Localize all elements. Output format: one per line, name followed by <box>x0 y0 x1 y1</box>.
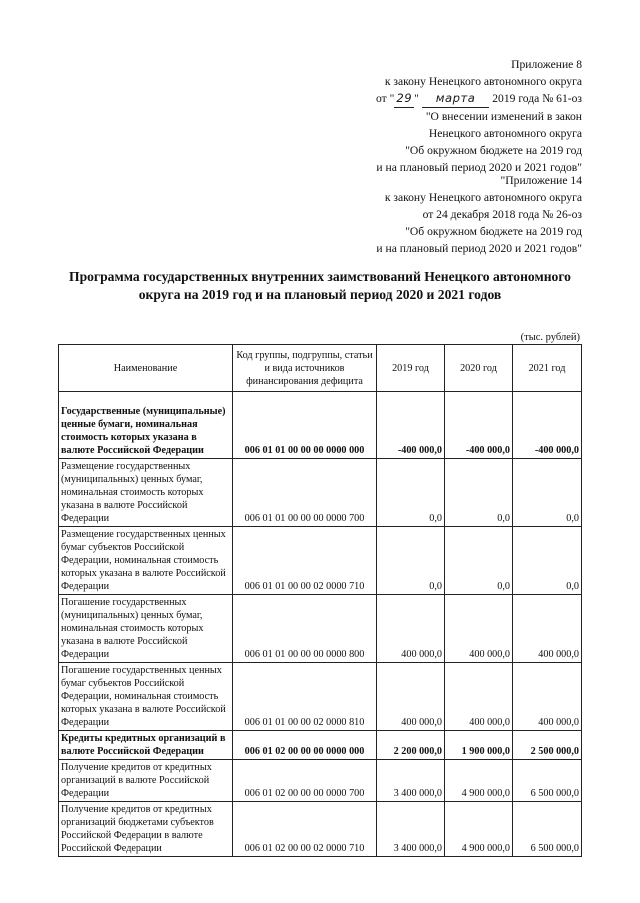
handwritten-month: марта <box>422 90 490 108</box>
row-2019: 0,0 <box>377 459 445 527</box>
row-code: 006 01 01 00 00 02 0000 810 <box>233 663 377 731</box>
document-title-line-2: округа на 2019 год и на плановый период 2020 и 2021 годов <box>138 287 502 302</box>
law-title-line-4: и на плановый период 2020 и 2021 годов" <box>376 161 582 174</box>
table-row <box>59 760 582 802</box>
row-2020: 4 900 000,0 <box>445 802 513 857</box>
row-2021: 400 000,0 <box>513 663 582 731</box>
document-title <box>40 268 600 304</box>
row-name: Погашение государственных (муниципальных) ценных бумаг, номинальная стоимость которых указана в валюте Российской Федерации <box>59 595 233 663</box>
row-2021: 0,0 <box>513 527 582 595</box>
handwritten-day: 29 <box>394 90 414 108</box>
header-name: Наименование <box>59 345 233 392</box>
table-header-row <box>59 345 582 392</box>
table-row <box>59 392 582 459</box>
law-reference: к закону Ненецкого автономного округа <box>384 75 582 88</box>
row-2021: 0,0 <box>513 459 582 527</box>
header-2021: 2021 год <box>513 345 582 392</box>
header-2020: 2020 год <box>445 345 513 392</box>
row-name: Погашение государственных ценных бумаг субъектов Российской Федерации, номинальная стоимость которых указана в валюте Российской Федерации <box>59 663 233 731</box>
row-2021: 2 500 000,0 <box>513 731 582 760</box>
row-2020: 400 000,0 <box>445 595 513 663</box>
row-2020: 0,0 <box>445 459 513 527</box>
row-2021: 6 500 000,0 <box>513 802 582 857</box>
row-code: 006 01 01 00 00 00 0000 700 <box>233 459 377 527</box>
row-2020: 400 000,0 <box>445 663 513 731</box>
row-2021: -400 000,0 <box>513 392 582 459</box>
law-title-line-3: "Об окружном бюджете на 2019 год <box>405 144 582 157</box>
header-2019: 2019 год <box>377 345 445 392</box>
appendix-8-header <box>376 56 582 176</box>
law-date-line: от 24 декабря 2018 года № 26-оз <box>422 208 582 221</box>
row-2020: 1 900 000,0 <box>445 731 513 760</box>
header-code: Код группы, подгруппы, статьи и вида источников финансирования дефицита <box>233 345 377 392</box>
table-row <box>59 802 582 857</box>
row-2019: 400 000,0 <box>377 595 445 663</box>
row-name: Получение кредитов от кредитных организаций в валюте Российской Федерации <box>59 760 233 802</box>
law-title-line-2: Ненецкого автономного округа <box>428 127 582 140</box>
date-quote: " <box>414 92 419 105</box>
table-row <box>59 595 582 663</box>
row-name: Получение кредитов от кредитных организаций бюджетами субъектов Российской Федерации в валюте Российской Федерации <box>59 802 233 857</box>
date-suffix: 2019 года № 61-оз <box>489 92 582 105</box>
row-2020: -400 000,0 <box>445 392 513 459</box>
row-2019: -400 000,0 <box>377 392 445 459</box>
row-code: 006 01 02 00 00 02 0000 710 <box>233 802 377 857</box>
row-name: Кредиты кредитных организаций в валюте Российской Федерации <box>59 731 233 760</box>
row-name: Размещение государственных ценных бумаг субъектов Российской Федерации, номинальная стоимость которых указана в валюте Российской Федерации <box>59 527 233 595</box>
row-2019: 2 200 000,0 <box>377 731 445 760</box>
date-prefix: от " <box>376 92 395 105</box>
appendix-number: "Приложение 14 <box>500 174 582 187</box>
row-2019: 3 400 000,0 <box>377 802 445 857</box>
row-code: 006 01 01 00 00 00 0000 000 <box>233 392 377 459</box>
appendix-14-header <box>376 172 582 257</box>
table-row <box>59 527 582 595</box>
row-2021: 6 500 000,0 <box>513 760 582 802</box>
law-title-line-1: "О внесении изменений в закон <box>425 110 582 123</box>
table-row <box>59 663 582 731</box>
law-date-line <box>376 90 582 108</box>
row-code: 006 01 01 00 00 00 0000 800 <box>233 595 377 663</box>
row-name: Размещение государственных (муниципальных) ценных бумаг, номинальная стоимость которых указана в валюте Российской Федерации <box>59 459 233 527</box>
row-code: 006 01 01 00 00 02 0000 710 <box>233 527 377 595</box>
appendix-number: Приложение 8 <box>511 58 582 71</box>
law-title-line-2: и на плановый период 2020 и 2021 годов" <box>376 242 582 255</box>
law-title-line-1: "Об окружном бюджете на 2019 год <box>405 225 582 238</box>
law-reference: к закону Ненецкого автономного округа <box>384 191 582 204</box>
document-title-line-1: Программа государственных внутренних заимствований Ненецкого автономного <box>69 269 571 284</box>
row-code: 006 01 02 00 00 00 0000 000 <box>233 731 377 760</box>
row-2021: 400 000,0 <box>513 595 582 663</box>
row-name: Государственные (муниципальные) ценные бумаги, номинальная стоимость которых указана в валюте Российской Федерации <box>59 392 233 459</box>
borrowing-program-table <box>58 344 582 857</box>
row-2020: 4 900 000,0 <box>445 760 513 802</box>
row-code: 006 01 02 00 00 00 0000 700 <box>233 760 377 802</box>
row-2020: 0,0 <box>445 527 513 595</box>
row-2019: 400 000,0 <box>377 663 445 731</box>
table-row <box>59 731 582 760</box>
table-row <box>59 459 582 527</box>
row-2019: 3 400 000,0 <box>377 760 445 802</box>
units-label: (тыс. рублей) <box>520 332 580 343</box>
row-2019: 0,0 <box>377 527 445 595</box>
